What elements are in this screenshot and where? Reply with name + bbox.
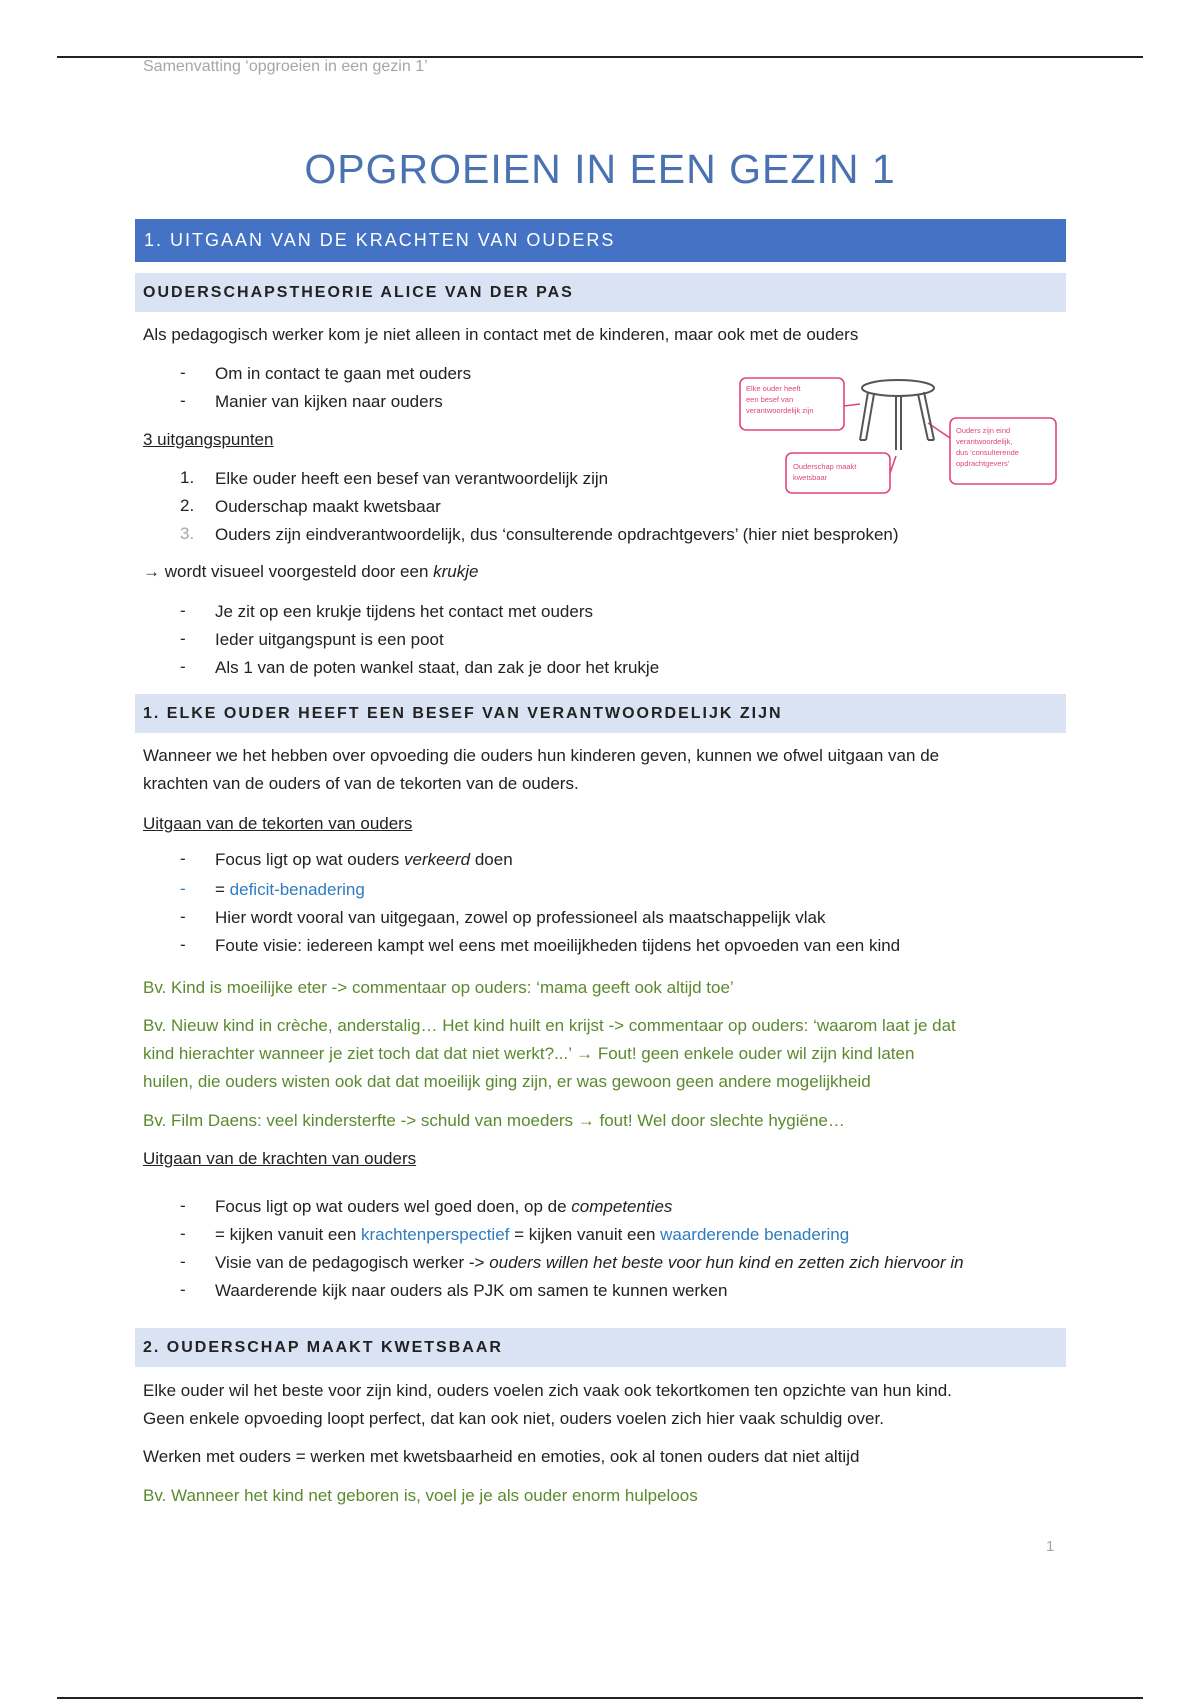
- document-title: OPGROEIEN IN EEN GEZIN 1: [304, 146, 896, 192]
- list-item: = deficit-benadering: [215, 880, 365, 899]
- callout-left-line: Elke ouder heeft: [746, 384, 801, 393]
- dash-bullet: -: [180, 879, 186, 898]
- running-header: Samenvatting ‘opgroeien in een gezin 1’: [143, 58, 428, 75]
- callout-right-line: dus ‘consulterende: [956, 448, 1019, 457]
- paragraph-line: krachten van de ouders of van de tekorten van de ouders.: [143, 774, 579, 793]
- dash-bullet: -: [180, 907, 186, 926]
- dash-bullet: -: [180, 601, 186, 620]
- example-text: Bv. Kind is moeilijke eter -> commentaar op ouders: ‘mama geeft ook altijd toe’: [143, 978, 734, 997]
- list-item: Ieder uitgangspunt is een poot: [215, 630, 444, 649]
- subsection-heading: 1. ELKE OUDER HEEFT EEN BESEF VAN VERANTWOORDELIJK ZIJN: [135, 694, 1066, 733]
- intro-paragraph: Als pedagogisch werker kom je niet alleen in contact met de kinderen, maar ook met de ouders: [143, 325, 859, 344]
- dash-bullet: -: [180, 391, 186, 410]
- stool-diagram: [738, 368, 1060, 508]
- dash-bullet: -: [180, 363, 186, 382]
- example-text: huilen, die ouders wisten ook dat dat moeilijk ging zijn, er was gewoon geen andere mogelijkheid: [143, 1072, 871, 1091]
- stool-icon: [860, 380, 934, 450]
- list-item: Als 1 van de poten wankel staat, dan zak je door het krukje: [215, 658, 660, 677]
- callout-right-line: verantwoordelijk,: [956, 437, 1013, 446]
- example-text: Bv. Wanneer het kind net geboren is, voel je je als ouder enorm hulpeloos: [143, 1486, 698, 1505]
- list-item: Ouderschap maakt kwetsbaar: [215, 497, 441, 516]
- list-item: Elke ouder heeft een besef van verantwoordelijk zijn: [215, 469, 609, 488]
- dash-bullet: -: [180, 1252, 186, 1271]
- section-banner: 1. UITGAAN VAN DE KRACHTEN VAN OUDERS: [135, 219, 1066, 262]
- paragraph-line: Wanneer we het hebben over opvoeding die ouders hun kinderen geven, kunnen we ofwel uitgaan van de: [143, 746, 940, 765]
- list-item: Focus ligt op wat ouders wel goed doen, op de competenties: [215, 1197, 673, 1216]
- paragraph-line: Geen enkele opvoeding loopt perfect, dat kan ook niet, ouders voelen zich hier vaak schuldig over.: [143, 1409, 884, 1428]
- dash-bullet: -: [180, 1224, 186, 1243]
- krachten-label: Uitgaan van de krachten van ouders: [143, 1149, 417, 1168]
- dash-bullet: -: [180, 849, 186, 868]
- callout-left-line: verantwoordelijk zijn: [746, 406, 814, 415]
- dash-bullet: -: [180, 935, 186, 954]
- arrow-icon: →: [143, 562, 160, 581]
- bottom-rule: [57, 1697, 1143, 1699]
- paragraph-line: Werken met ouders = werken met kwetsbaarheid en emoties, ook al tonen ouders dat niet altijd: [143, 1447, 860, 1466]
- list-item: Focus ligt op wat ouders verkeerd doen: [215, 850, 513, 869]
- callout-left-line: een besef van: [746, 395, 794, 404]
- subsection-heading: OUDERSCHAPSTHEORIE ALICE VAN DER PAS: [135, 273, 1066, 312]
- callout-right-line: opdrachtgevers’: [956, 459, 1010, 468]
- list-number: 3.: [180, 524, 195, 543]
- dash-bullet: -: [180, 1280, 186, 1299]
- list-item: Foute visie: iedereen kampt wel eens met moeilijkheden tijdens het opvoeden van een kind: [215, 936, 901, 955]
- krukje-line: → wordt visueel voorgesteld door een krukje: [143, 562, 479, 581]
- callout-left-pointer: [844, 404, 860, 406]
- example-text: Bv. Nieuw kind in crèche, anderstalig… Het kind huilt en krijst -> commentaar op ouders: ‘waarom laat je dat: [143, 1016, 956, 1035]
- subsection-heading: 2. OUDERSCHAP MAAKT KWETSBAAR: [135, 1328, 1066, 1367]
- example-text: kind hierachter wanneer je ziet toch dat dat niet werkt?...’ → Fout! geen enkele ouder wil zijn kind laten: [143, 1044, 915, 1063]
- list-item: Waarderende kijk naar ouders als PJK om samen te kunnen werken: [215, 1281, 728, 1300]
- example-text: Bv. Film Daens: veel kindersterfte -> schuld van moeders → fout! Wel door slechte hygiëne…: [143, 1111, 845, 1130]
- dash-bullet: -: [180, 629, 186, 648]
- list-item: Je zit op een krukje tijdens het contact met ouders: [215, 602, 593, 621]
- uitgangspunten-label: 3 uitgangspunten: [143, 430, 274, 449]
- tekorten-label: Uitgaan van de tekorten van ouders: [143, 814, 413, 833]
- list-item: Om in contact te gaan met ouders: [215, 364, 472, 383]
- list-number: 2.: [180, 496, 195, 515]
- list-number: 1.: [180, 468, 195, 487]
- dash-bullet: -: [180, 1196, 186, 1215]
- page-number: 1: [1046, 1538, 1055, 1555]
- dash-bullet: -: [180, 657, 186, 676]
- list-item: Manier van kijken naar ouders: [215, 392, 443, 411]
- callout-right-line: Ouders zijn eind: [956, 426, 1011, 435]
- list-item: = kijken vanuit een krachtenperspectief = kijken vanuit een waarderende benadering: [215, 1225, 850, 1244]
- callout-middle-pointer: [890, 456, 896, 473]
- paragraph-line: Elke ouder wil het beste voor zijn kind, ouders voelen zich vaak ook tekortkomen ten opzichte van hun kind.: [143, 1381, 952, 1400]
- list-item: Visie van de pedagogisch werker -> ouders willen het beste voor hun kind en zetten zich hiervoor in: [215, 1253, 964, 1272]
- callout-middle-line: kwetsbaar: [793, 473, 828, 482]
- list-item: Hier wordt vooral van uitgegaan, zowel op professioneel als maatschappelijk vlak: [215, 908, 826, 927]
- callout-middle-line: Ouderschap maakt: [793, 462, 857, 471]
- list-item: Ouders zijn eindverantwoordelijk, dus ‘consulterende opdrachtgevers’ (hier niet besproken): [215, 525, 899, 544]
